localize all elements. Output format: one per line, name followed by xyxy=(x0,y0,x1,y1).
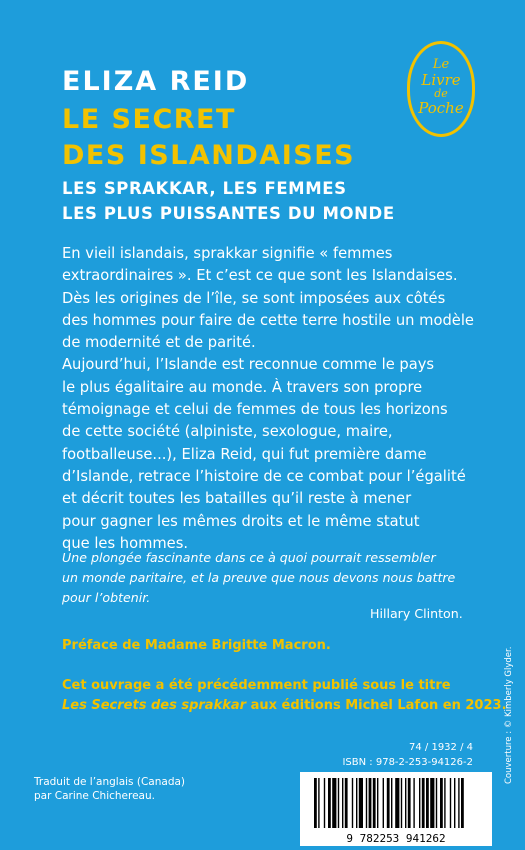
blurb-line: de cette société (alpiniste, sexologue, maire, xyxy=(62,423,393,441)
author-name: ELIZA REID xyxy=(62,66,250,97)
prev-pub-line: Cet ouvrage a été précédemment publié sous le titre xyxy=(62,678,451,693)
blurb-line: et décrit toutes les batailles qu’il reste à mener xyxy=(62,490,412,508)
barcode-bar xyxy=(328,778,331,828)
isbn-code: ISBN : 978-2-253-94126-2 xyxy=(342,757,473,768)
barcode-bar xyxy=(444,778,445,828)
subtitle-line: LES PLUS PUISSANTES DU MONDE xyxy=(62,204,395,223)
barcode-bar xyxy=(450,778,451,828)
blurb-line: témoignage et celui de femmes de tous les horizons xyxy=(62,401,448,419)
barcode-bar xyxy=(436,778,437,828)
barcode-digits: 9 782253 941262 xyxy=(346,832,446,845)
barcode-graphic xyxy=(300,772,492,846)
preface-note: Préface de Madame Brigitte Macron. xyxy=(62,638,331,653)
barcode-bar xyxy=(458,778,459,828)
barcode-bar xyxy=(454,778,455,828)
previous-title: Les Secrets des sprakkar xyxy=(62,698,247,713)
barcode-bar xyxy=(391,778,392,828)
prev-pub-line xyxy=(62,696,507,716)
blurb-line: de modernité et de parité. xyxy=(62,334,256,352)
barcode-bar xyxy=(332,778,336,828)
blurb-line: des hommes pour faire de cette terre hostile un modèle xyxy=(62,311,474,329)
barcode-bar xyxy=(419,778,420,828)
logo-text: de xyxy=(434,87,448,100)
logo-text: Livre xyxy=(421,71,461,89)
logo-text: Poche xyxy=(418,99,464,117)
barcode-bar xyxy=(369,778,372,828)
translator-line: par Carine Chichereau. xyxy=(34,790,155,802)
translator-line: Traduit de l’anglais (Canada) xyxy=(34,776,186,788)
barcode-bar xyxy=(356,778,357,828)
barcode-bar xyxy=(324,778,325,828)
barcode-bar xyxy=(373,778,376,828)
barcode-bar xyxy=(314,778,317,828)
barcode-bar xyxy=(395,778,399,828)
barcode-bar xyxy=(387,778,390,828)
barcode-bar xyxy=(408,778,411,828)
subtitle-line: LES SPRAKKAR, LES FEMMES xyxy=(62,179,347,198)
quote-line: pour l’obtenir. xyxy=(62,590,151,605)
barcode-bar xyxy=(338,778,339,828)
barcode-bar xyxy=(413,778,414,828)
barcode-bar xyxy=(430,778,434,828)
barcode-bar xyxy=(359,778,363,828)
barcode-bar xyxy=(345,778,348,828)
catalog-codes xyxy=(342,740,473,770)
title-line: DES ISLANDAISES xyxy=(62,140,356,171)
barcode-bar xyxy=(426,778,429,828)
blurb-line: pour gagner les mêmes droits et le même statut xyxy=(62,512,420,530)
quote-line: un monde paritaire, et la preuve que nous devons nous battre xyxy=(62,570,456,585)
title-line: LE SECRET xyxy=(62,104,236,135)
barcode-bar xyxy=(352,778,353,828)
barcode-bar xyxy=(405,778,406,828)
barcode-bar xyxy=(440,778,443,828)
barcode-bar xyxy=(383,778,384,828)
book-subtitle xyxy=(62,176,395,226)
blurb-line: Aujourd’hui, l’Islande est reconnue comme le pays xyxy=(62,356,435,374)
blurb-line: Dès les origines de l’île, se sont imposées aux côtés xyxy=(62,289,446,307)
barcode-bar xyxy=(401,778,402,828)
barcode-bar xyxy=(461,778,464,828)
book-title xyxy=(62,102,355,174)
blurb-line: footballeuse...), Eliza Reid, qui fut première dame xyxy=(62,445,427,463)
barcode-bar xyxy=(318,778,319,828)
isbn-barcode xyxy=(300,772,492,846)
barcode-bar xyxy=(377,778,378,828)
endorsement-quote xyxy=(62,548,482,608)
previous-publication-note xyxy=(62,676,507,716)
prev-pub-line-rest: aux éditions Michel Lafon en 2023. xyxy=(246,698,507,713)
barcode-bar xyxy=(422,778,425,828)
barcode-bar xyxy=(342,778,343,828)
quote-line: Une plongée fascinante dans ce à quoi pourrait ressembler xyxy=(62,550,436,565)
cover-credit: Couverture : © Kimberly Glyder. xyxy=(504,646,514,784)
blurb-line: le plus égalitaire au monde. À travers son propre xyxy=(62,378,423,396)
blurb-line: En vieil islandais, sprakkar signifie « femmes xyxy=(62,245,393,262)
barcode-bar xyxy=(366,778,367,828)
blurb-line: d’Islande, retrace l’histoire de ce combat pour l’égalité xyxy=(62,467,466,485)
blurb-paragraph xyxy=(62,243,482,555)
reference-code: 74 / 1932 / 4 xyxy=(409,742,473,753)
logo-text: Le xyxy=(432,57,450,72)
translator-credit xyxy=(34,775,185,803)
blurb-line: que les hommes. xyxy=(62,534,189,552)
blurb-line: extraordinaires ». Et c’est ce que sont les Islandaises. xyxy=(62,267,458,285)
quote-attribution: Hillary Clinton. xyxy=(370,606,463,621)
livre-de-poche-logo xyxy=(407,41,475,137)
